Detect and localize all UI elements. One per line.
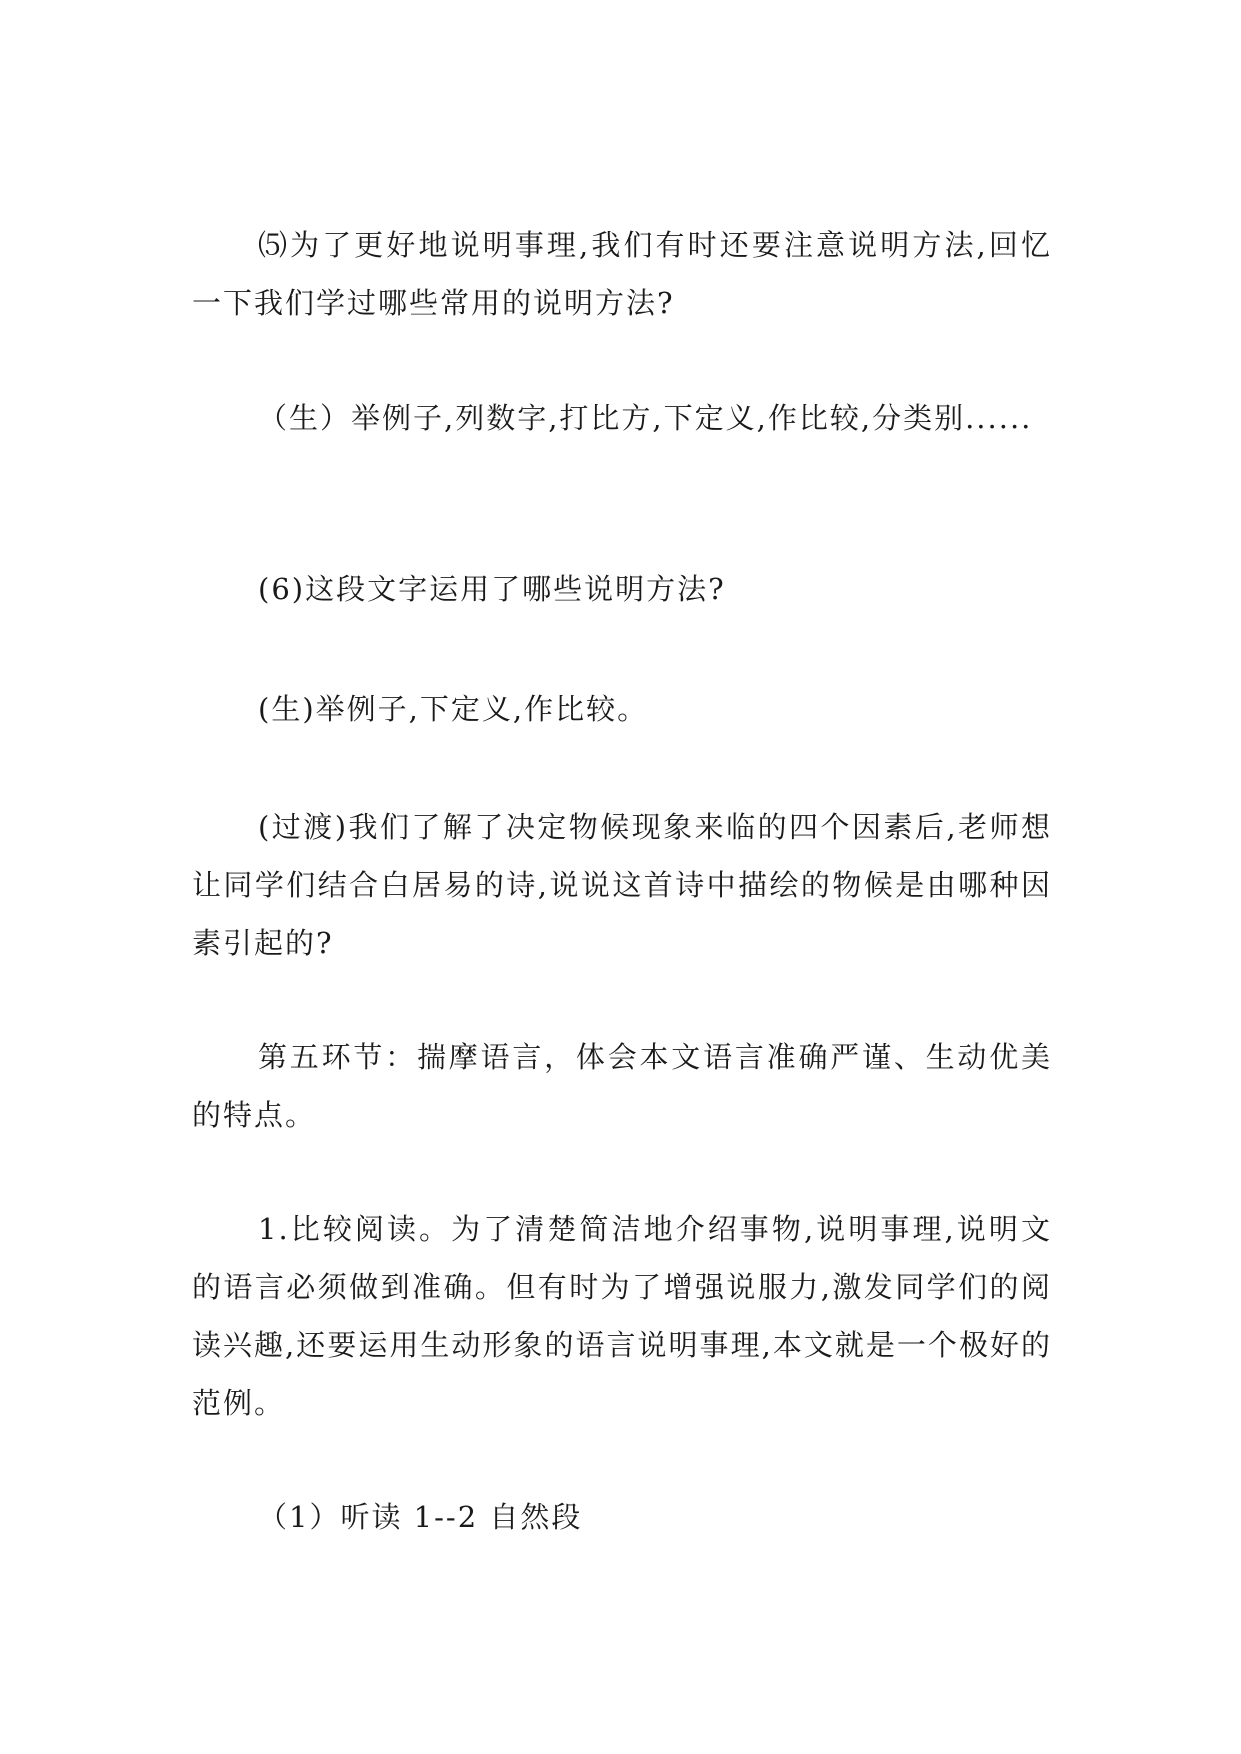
paragraph-transition: (过渡)我们了解了决定物候现象来临的四个因素后,老师想让同学们结合白居易的诗,说说这首诗中描绘的物候是由哪种因素引起的? <box>192 810 1052 960</box>
paragraph-section-5-heading: 第五环节：揣摩语言，体会本文语言准确严谨、生动优美的特点。 <box>192 1040 1052 1132</box>
paragraph-question-6: (6)这段文字运用了哪些说明方法? <box>258 572 726 606</box>
paragraph-comparative-reading: 1.比较阅读。为了清楚简洁地介绍事物,说明事理,说明文的语言必须做到准确。但有时为了增强说服力,激发同学们的阅读兴趣,还要运用生动形象的语言说明事理,本文就是一个极好的范例。 <box>192 1212 1052 1420</box>
paragraph-question-5: ⑸为了更好地说明事理,我们有时还要注意说明方法,回忆一下我们学过哪些常用的说明方法? <box>192 228 1052 320</box>
paragraph-student-answer-1: （生）举例子,列数字,打比方,下定义,作比较,分类别...... <box>258 401 1033 435</box>
paragraph-listening-task: （1）听读 1--2 自然段 <box>258 1500 583 1534</box>
paragraph-student-answer-2: (生)举例子,下定义,作比较。 <box>258 692 649 726</box>
